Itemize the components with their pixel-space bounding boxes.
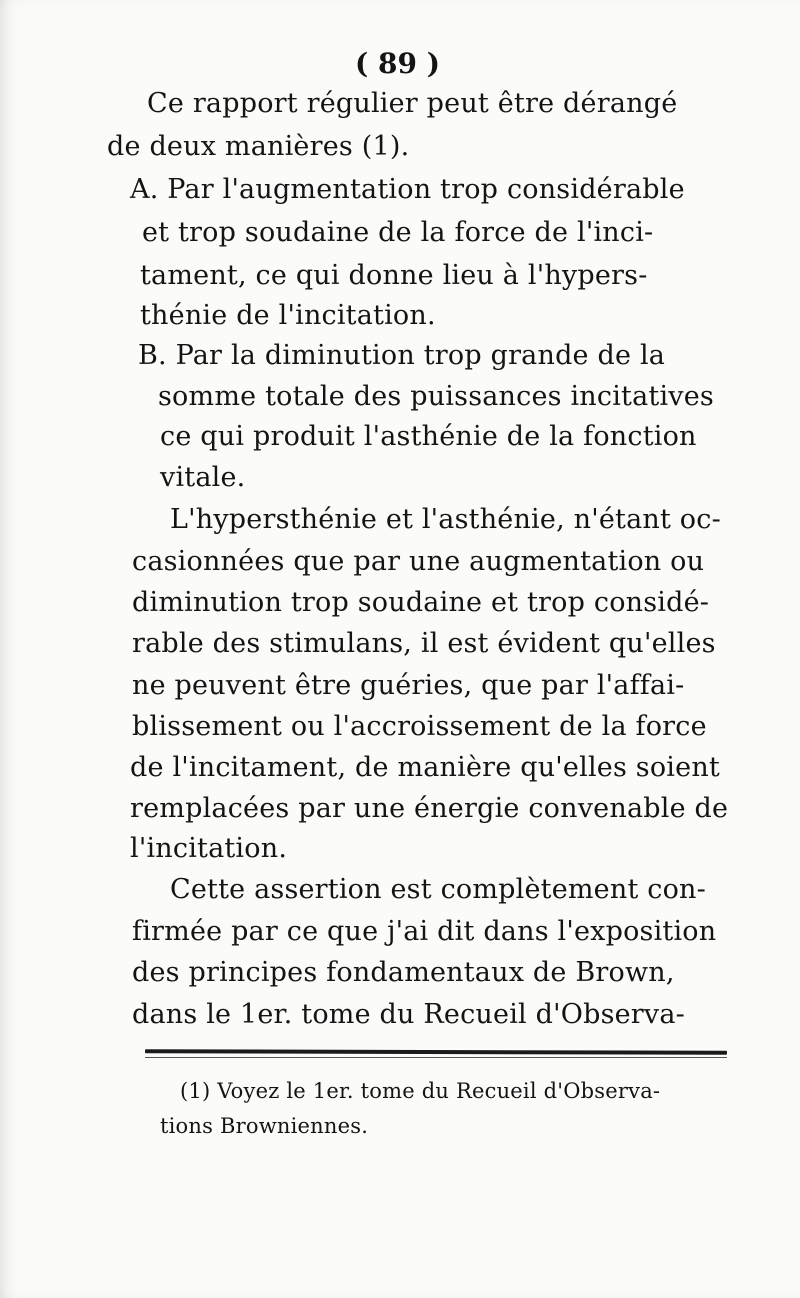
text-line: vitale. xyxy=(160,462,246,493)
text-line: remplacées par une énergie convenable de xyxy=(130,793,729,824)
text-line: thénie de l'incitation. xyxy=(140,300,436,331)
text-line: dans le 1er. tome du Recueil d'Observa- xyxy=(132,999,685,1030)
text-line: l'incitation. xyxy=(130,833,288,864)
text-line: firmée par ce que j'ai dit dans l'exposition xyxy=(132,916,717,947)
text-line: tament, ce qui donne lieu à l'hypers- xyxy=(140,260,648,291)
footnote-line: (1) Voyez le 1er. tome du Recueil d'Observa- xyxy=(180,1079,661,1103)
text-line: somme totale des puissances incitatives xyxy=(158,381,714,412)
text-line: de l'incitament, de manière qu'elles soient xyxy=(130,752,720,783)
text-line: rable des stimulans, il est évident qu'elles xyxy=(132,628,716,659)
text-line: diminution trop soudaine et trop considé- xyxy=(132,587,710,618)
text-line: et trop soudaine de la force de l'inci- xyxy=(142,217,654,248)
text-line: casionnées que par une augmentation ou xyxy=(132,546,705,577)
footnote-line: tions Browniennes. xyxy=(160,1114,369,1138)
text-line: blissement ou l'accroissement de la force xyxy=(132,711,707,742)
footnote-rule xyxy=(145,1049,727,1055)
text-line: Ce rapport régulier peut être dérangé xyxy=(147,88,678,119)
text-line: de deux manières (1). xyxy=(107,131,410,162)
text-line: A. Par l'augmentation trop considérable xyxy=(130,174,685,205)
text-line: L'hypersthénie et l'asthénie, n'étant oc- xyxy=(170,504,721,535)
text-line: ne peuvent être guéries, que par l'affai- xyxy=(132,670,685,701)
page-number: ( 89 ) xyxy=(355,47,440,80)
text-line: B. Par la diminution trop grande de la xyxy=(138,340,666,371)
text-line: ce qui produit l'asthénie de la fonction xyxy=(160,421,697,452)
text-line: Cette assertion est complètement con- xyxy=(170,874,706,905)
footnote-rule-thin xyxy=(145,1057,727,1058)
text-line: des principes fondamentaux de Brown, xyxy=(132,957,675,988)
